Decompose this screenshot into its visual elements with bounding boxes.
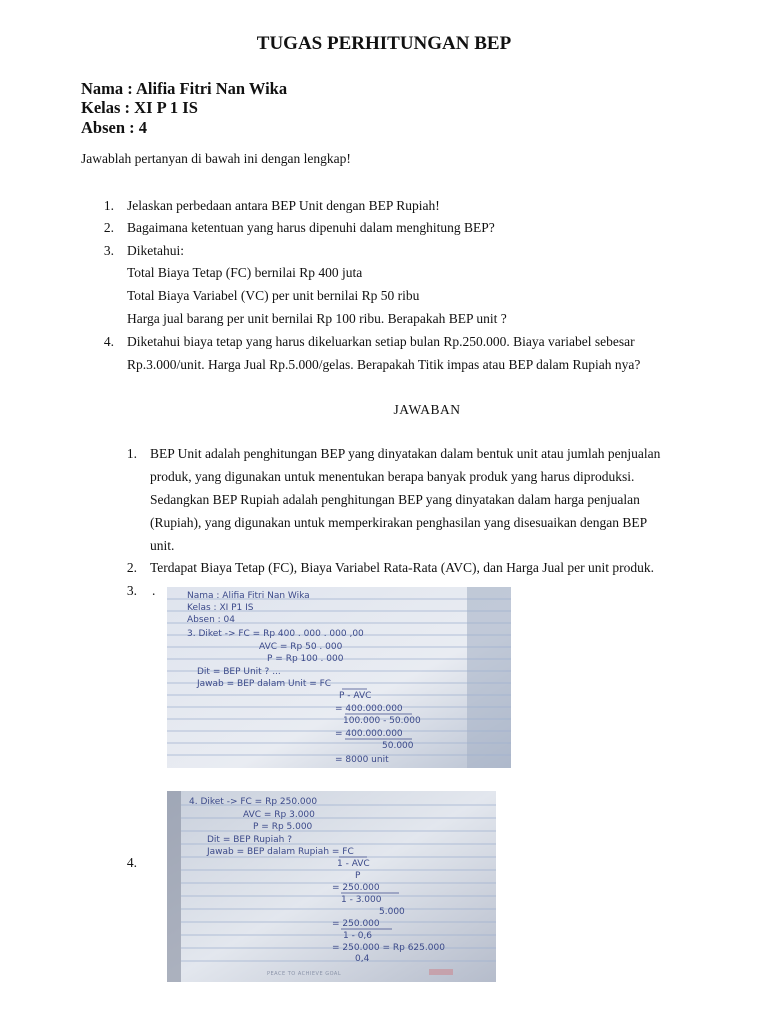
handwritten-line: 0,4 [355,954,370,964]
handwritten-line: = 250.000 [332,883,380,893]
answer-line: BEP Unit adalah penghitungan BEP yang dinyatakan dalam bentuk unit atau jumlah penjualan [150,446,661,461]
handwritten-line: 5.000 [379,907,405,917]
answer-line: unit. [150,538,175,553]
student-class: Kelas : XI P 1 IS [81,98,198,117]
handwritten-line: = 250.000 = Rp 625.000 [332,943,445,953]
student-name: Nama : Alifia Fitri Nan Wika [81,79,288,98]
answer-line: produk, yang digunakan untuk menentukan berapa banyak produk yang harus diproduksi. [150,469,635,484]
answer-number: 3. [126,583,137,598]
question-number: 4. [103,334,114,349]
handwritten-answer-photo-3 [167,587,511,768]
handwritten-line: Dit = BEP Unit ? ... [197,667,281,677]
handwritten-line: 4. Diket -> FC = Rp 250.000 [189,797,318,807]
handwritten-line: Absen : 04 [187,615,236,625]
answers-heading: JAWABAN [393,402,461,417]
handwritten-line: P = Rp 5.000 [253,822,313,832]
question-line: Diketahui: [127,243,184,258]
question-number: 1. [103,198,114,213]
instruction-text: Jawablah pertanyan di bawah ini dengan lengkap! [81,151,351,166]
handwritten-line: = 400.000.000 [335,704,403,714]
notebook-footer-print: PEACE TO ACHIEVE GOAL [267,971,342,977]
handwritten-line: AVC = Rp 3.000 [243,810,315,820]
handwritten-line: 100.000 - 50.000 [343,716,421,726]
question-line: Bagaimana ketentuan yang harus dipenuhi dalam menghitung BEP? [127,220,495,235]
handwritten-line: 1 - 0,6 [343,931,373,941]
question-line: Total Biaya Variabel (VC) per unit bernilai Rp 50 ribu [127,288,420,303]
answer-line: (Rupiah), yang digunakan untuk memperkirakan penghasilan yang disesuaikan dengan BEP [150,515,648,530]
question-number: 2. [103,220,114,235]
handwritten-line: 1 - AVC [337,859,370,869]
handwritten-line: P - AVC [339,691,372,701]
handwritten-line: P [355,871,361,881]
handwritten-line: 50.000 [382,741,414,751]
handwritten-line: P = Rp 100 . 000 [267,654,344,664]
handwritten-line: Nama : Alifia Fitri Nan Wika [187,591,310,601]
handwritten-line: Dit = BEP Rupiah ? [207,835,292,845]
handwritten-line: = 250.000 [332,919,380,929]
question-number: 3. [103,243,114,258]
handwritten-line: Kelas : XI P1 IS [187,603,254,613]
answer-line: Terdapat Biaya Tetap (FC), Biaya Variabel Rata-Rata (AVC), dan Harga Jual per unit produk. [150,560,654,575]
answer-number: 2. [126,560,137,575]
question-line: Jelaskan perbedaan antara BEP Unit dengan BEP Rupiah! [127,198,440,213]
handwritten-line: = 8000 unit [335,755,389,765]
handwritten-line: Jawab = BEP dalam Unit = FC [197,679,332,689]
student-absen: Absen : 4 [81,118,148,137]
notebook-photo [167,791,496,982]
handwritten-line: 3. Diket -> FC = Rp 400 . 000 . 000 ,00 [187,629,364,639]
handwritten-line: AVC = Rp 50 . 000 [259,642,343,652]
document-title: TUGAS PERHITUNGAN BEP [256,33,512,54]
notebook-photo [167,587,511,768]
handwritten-line: 1 - 3.000 [341,895,382,905]
answer-line: . [152,583,156,598]
handwritten-line: Jawab = BEP dalam Rupiah = FC [207,847,354,857]
handwritten-line: = 400.000.000 [335,729,403,739]
question-line: Rp.3.000/unit. Harga Jual Rp.5.000/gelas. Berapakah Titik impas atau BEP dalam Rupiah nya? [127,357,641,372]
answer-number: 4. [126,855,137,870]
question-line: Diketahui biaya tetap yang harus dikeluarkan setiap bulan Rp.250.000. Biaya variabel sebesar [127,334,635,349]
answer-line: Sedangkan BEP Rupiah adalah penghitungan BEP yang dinyatakan dalam harga penjualan [150,492,640,507]
question-line: Total Biaya Tetap (FC) bernilai Rp 400 juta [127,265,363,280]
answer-number: 1. [126,446,137,461]
handwritten-answer-photo-4 [167,791,496,982]
question-line: Harga jual barang per unit bernilai Rp 100 ribu. Berapakah BEP unit ? [127,311,507,326]
